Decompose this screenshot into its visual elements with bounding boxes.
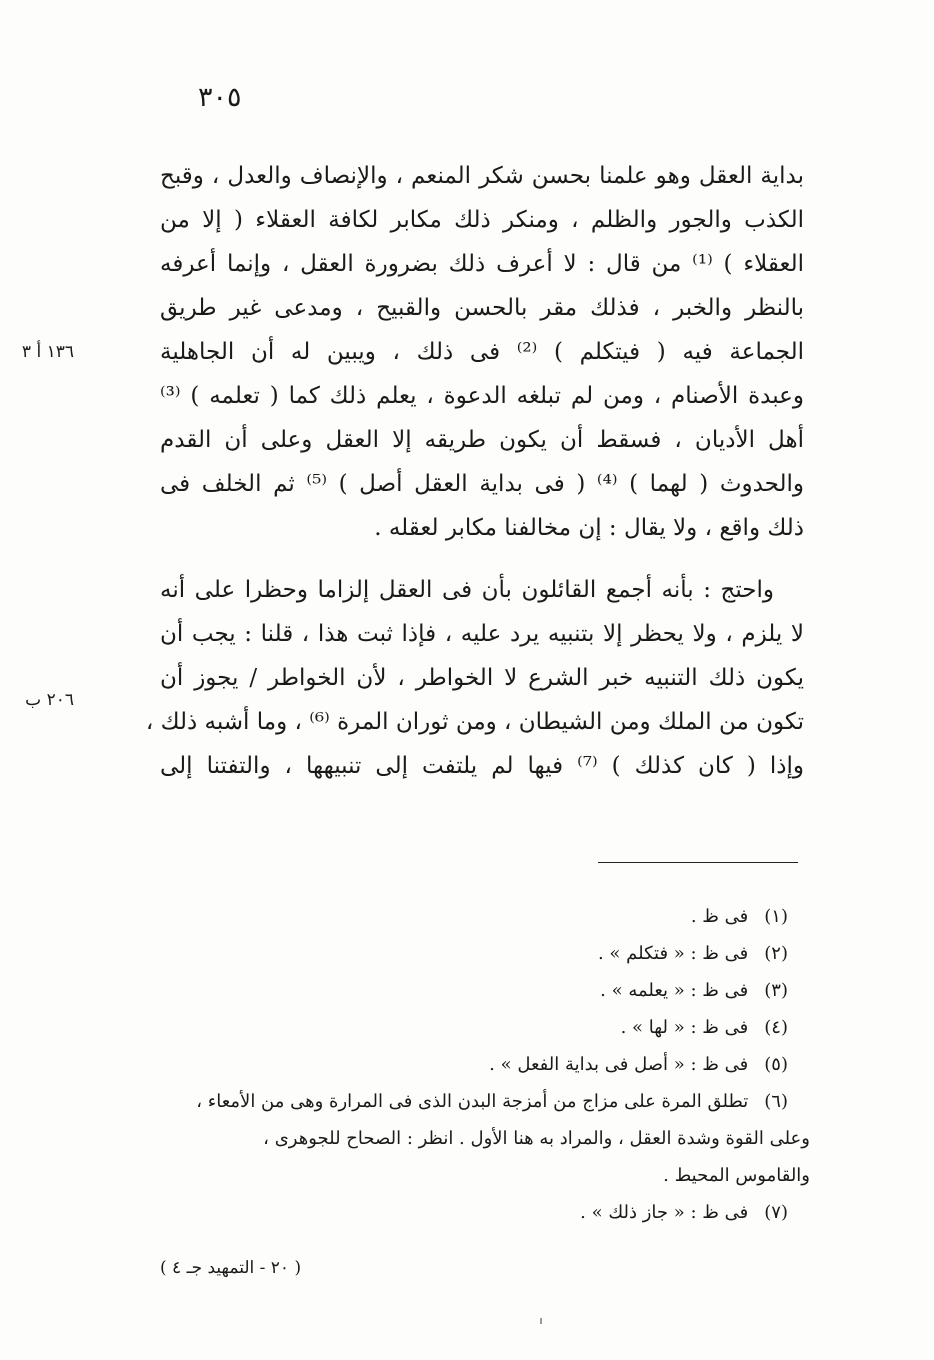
footnotes: [150, 898, 810, 1231]
footnote-item: (٦) تطلق المرة على مزاج من أمزجة البدن الذى فى المرارة وهى من الأمعاء ،: [196, 1091, 788, 1112]
page-mark: [540, 1318, 542, 1324]
text-line: واحتج : بأنه أجمع القائلون بأن فى العقل إلزاما وحظرا على أنه: [160, 577, 774, 603]
margin-note-2: ٢٠٦ ب: [25, 690, 74, 710]
text-line: الكذب والجور والظلم ، ومنكر ذلك مكابر لكافة العقلاء ( إلا من: [160, 207, 804, 233]
text-line: بالنظر والخبر ، فذلك مقر بالحسن والقبيح ، ومدعى غير طريق: [160, 295, 804, 321]
footnote-continuation: والقاموس المحيط .: [663, 1165, 810, 1186]
margin-note-1: ١٣٦ أ ٣: [21, 342, 74, 362]
text-line: تكون من الملك ومن الشيطان ، ومن ثوران المرة ⁽⁶⁾ ، وما أشبه ذلك ،: [145, 709, 804, 735]
signature-label: ( ٢٠ - التمهيد جـ ٤ ): [160, 1258, 302, 1278]
text-line: ذلك واقع ، ولا يقال : إن مخالفنا مكابر لعقله .: [374, 515, 804, 541]
text-line: الجماعة فيه ( فيتكلم ) ⁽²⁾ فى ذلك ، ويبين له أن الجاهلية: [160, 339, 804, 365]
text-line: لا يلزم ، ولا يحظر إلا بتنبيه يرد عليه ، فإذا ثبت هذا ، قلنا : يجب أن: [160, 621, 804, 647]
text-line: وعبدة الأصنام ، ومن لم تبلغه الدعوة ، يعلم ذلك كما ( تعلمه ) ⁽³⁾: [160, 383, 804, 409]
text-line: أهل الأديان ، فسقط أن يكون طريقه إلا العقل وعلى أن القدم: [160, 427, 804, 453]
text-line: وإذا ( كان كذلك ) ⁽⁷⁾ فيها لم يلتفت إلى تنبيهها ، والتفتنا إلى: [160, 753, 805, 779]
footnote-item: (٣) فى ظ : « يعلمه » .: [600, 980, 788, 1001]
text-line: والحدوث ( لهما ) ⁽⁴⁾ ( فى بداية العقل أصل ) ⁽⁵⁾ ثم الخلف فى: [160, 471, 805, 497]
text-line: بداية العقل وهو علمنا بحسن شكر المنعم ، والإنصاف والعدل ، وقبح: [160, 163, 804, 189]
footnote-item: (١) فى ظ .: [690, 906, 788, 927]
footnote-divider: [598, 862, 798, 863]
footnote-item: (٥) فى ظ : « أصل فى بداية الفعل » .: [489, 1054, 788, 1075]
main-text: [145, 154, 805, 788]
footnote-item: (٤) فى ظ : « لها » .: [620, 1017, 788, 1038]
text-line: العقلاء ) ⁽¹⁾ من قال : لا أعرف ذلك بضرورة العقل ، وإنما أعرفه: [160, 251, 804, 277]
text-line: يكون ذلك التنبيه خبر الشرع لا الخواطر ، لأن الخواطر / يجوز أن: [160, 665, 804, 691]
footnote-item: (٢) فى ظ : « فتكلم » .: [597, 943, 788, 964]
footnote-item: (٧) فى ظ : « جاز ذلك » .: [580, 1202, 788, 1223]
page-number: ٣٠٥: [198, 82, 242, 113]
footnote-continuation: وعلى القوة وشدة العقل ، والمراد به هنا الأول . انظر : الصحاح للجوهرى ،: [263, 1128, 810, 1149]
